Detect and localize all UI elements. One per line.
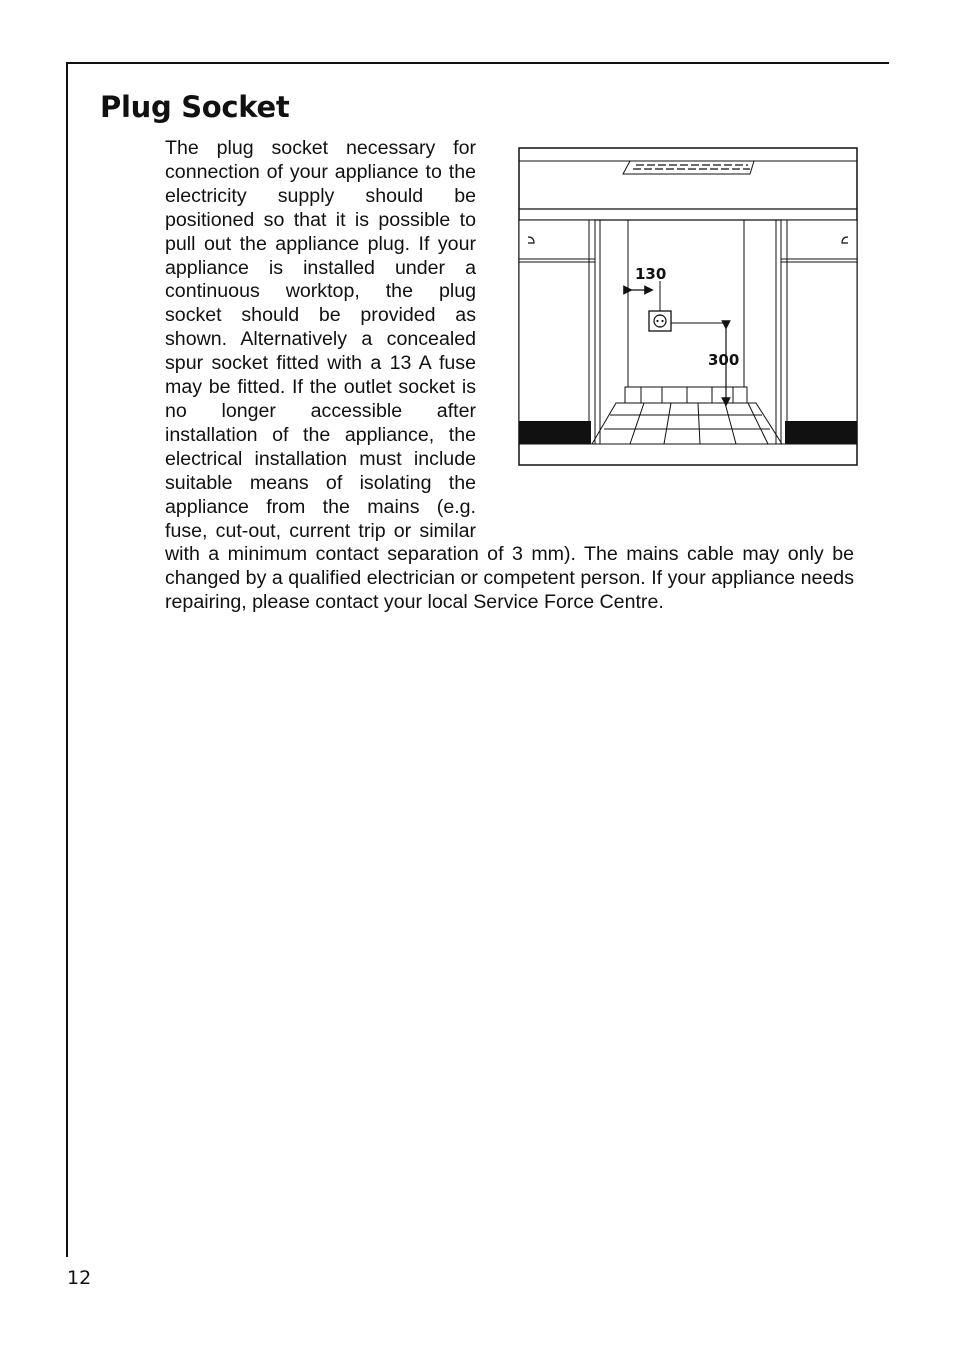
dimension-300-label: 300 — [708, 351, 740, 369]
page-frame-left-rule — [66, 62, 68, 1257]
left-cabinet — [519, 220, 595, 444]
section-title: Plug Socket — [100, 90, 290, 124]
plug-socket-installation-diagram — [518, 147, 858, 466]
page-number: 12 — [67, 1267, 92, 1289]
dimension-130-label: 130 — [635, 265, 667, 283]
body-paragraph: The plug socket necessary for connection of your appliance to the electricity supply should be positioned so that it is possible to pull out the appliance plug. If your appliance is installed under a continuous worktop, the plug socket should be provided as shown. Alternatively a concealed spur socket fitted with a 13 A fuse may be fitted. If the outlet socket is no longer accessible after installation of the appliance, the electrical installation must include suitable means of isolating the appliance from the mains (e.g. fuse, cut-out, current trip or similar with a minimum contact separation of 3 mm). The mains cable may only be changed by a qualified electrician or competent person. If your appliance needs repairing, please contact your local Service Force Centre. — [165, 137, 854, 614]
right-cabinet — [781, 220, 857, 444]
plug-socket-icon — [649, 311, 671, 331]
page-frame-top-rule — [66, 62, 889, 64]
vent-grille-icon — [623, 161, 754, 174]
